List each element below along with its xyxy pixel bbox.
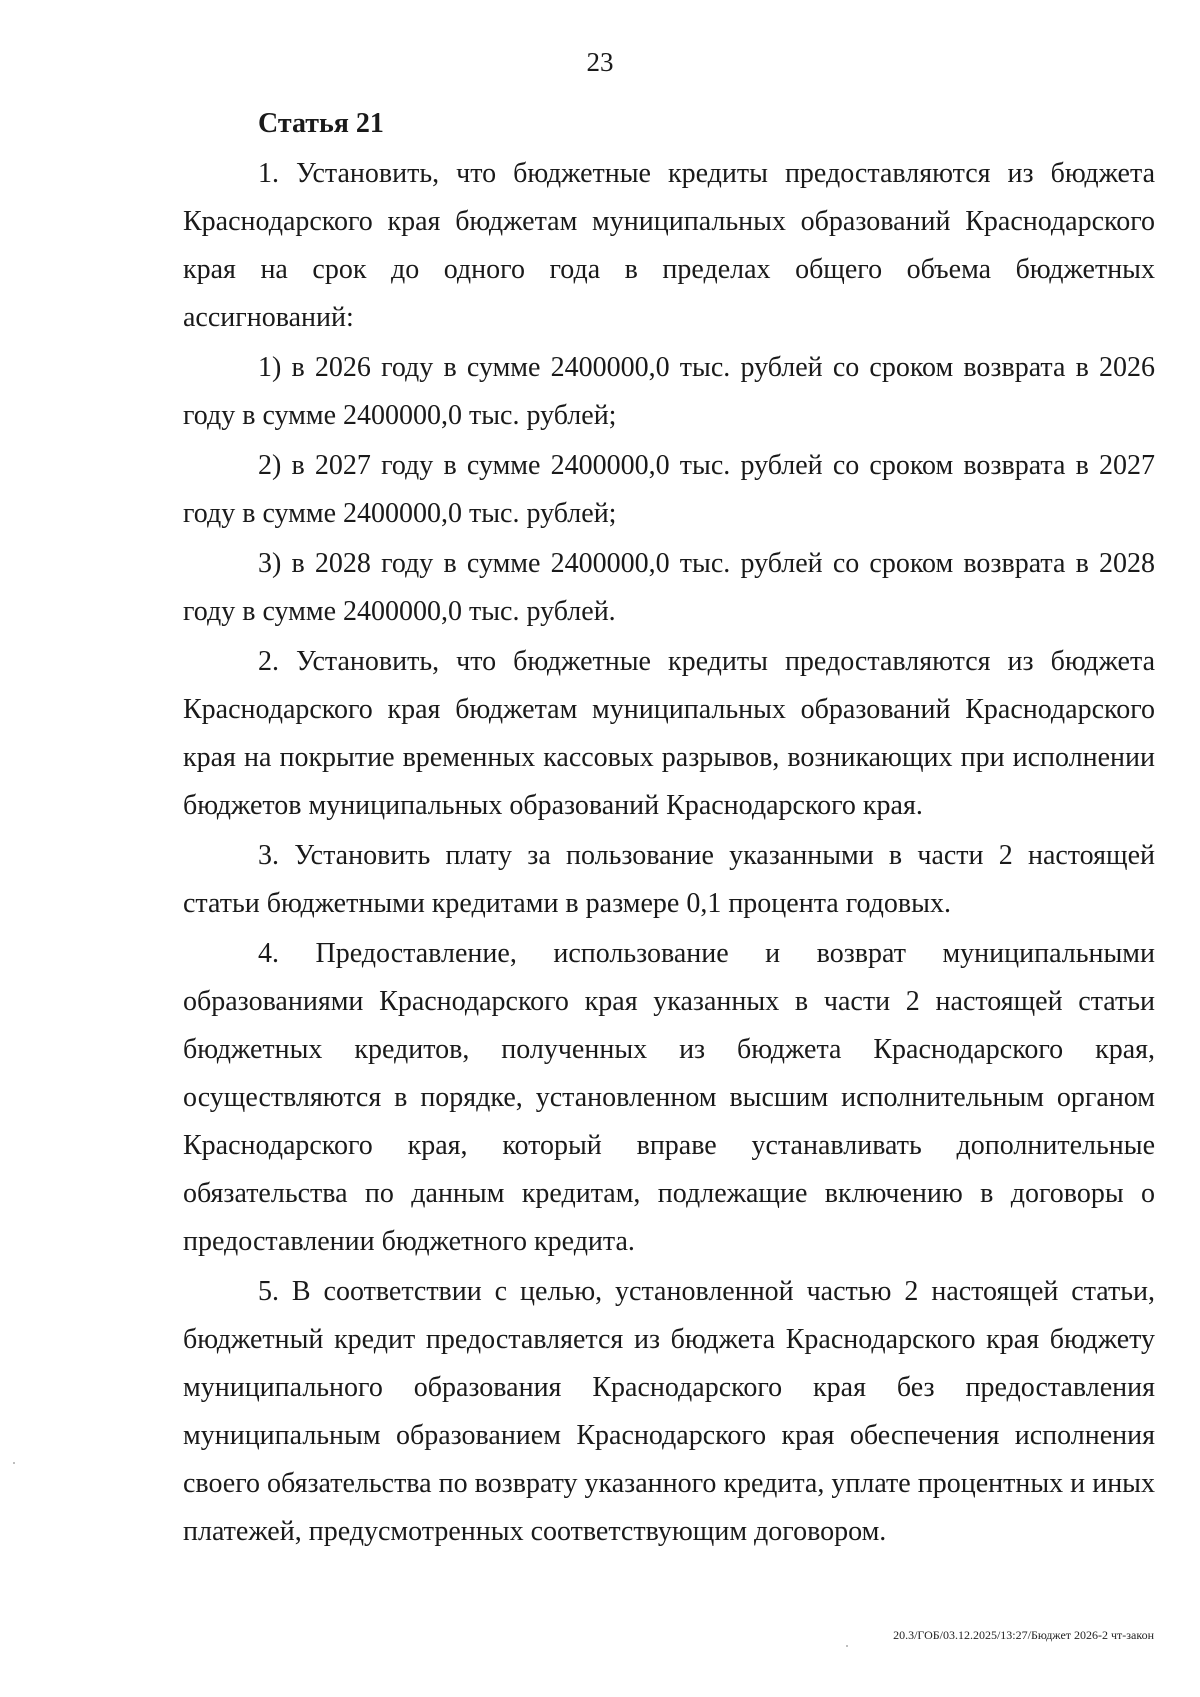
paragraph-1: 1. Установить, что бюджетные кредиты предоставляются из бюджета Краснодарского края бюджетам муниципальных образований Краснодарского края на срок до одного года в пределах общего объема бюджетных ассигнований: — [183, 158, 1155, 333]
paragraph-4: 4. Предоставление, использование и возврат муниципальными образованиями Краснодарского края указанных в части 2 настоящей статьи бюджетных кредитов, полученных из бюджета Краснодарского края, осуществляются в порядке, установленном высшим исполнительным органом Краснодарского края, который вправе устанавливать дополнительные обязательства по данным кредитам, подлежащие включению в договоры о предоставлении бюджетного кредита. — [183, 938, 1155, 1257]
list-item-2026: 1) в 2026 году в сумме 2400000,0 тыс. рублей со сроком возврата в 2026 году в сумме 2400000,0 тыс. рублей; — [183, 352, 1155, 431]
scan-speck — [13, 1462, 15, 1464]
paragraph-5: 5. В соответствии с целью, установленной частью 2 настоящей статьи, бюджетный кредит предоставляется из бюджета Краснодарского края бюджету муниципального образования Краснодарского края без предоставления муниципальным образованием Краснодарского края обеспечения исполнения своего обязательства по возврату указанного кредита, уплате процентных и иных платежей, предусмотренных соответствующим договором. — [183, 1276, 1155, 1547]
page-number: 23 — [586, 47, 614, 77]
scan-speck — [846, 1645, 848, 1647]
article-title: Статья 21 — [258, 108, 384, 139]
article-body — [183, 100, 1155, 1556]
list-item-2028: 3) в 2028 году в сумме 2400000,0 тыс. рублей со сроком возврата в 2028 году в сумме 2400000,0 тыс. рублей. — [183, 548, 1155, 627]
paragraph-2: 2. Установить, что бюджетные кредиты предоставляются из бюджета Краснодарского края бюджетам муниципальных образований Краснодарского края на покрытие временных кассовых разрывов, возникающих при исполнении бюджетов муниципальных образований Краснодарского края. — [183, 646, 1155, 821]
document-footer-code: 20.3/ГОБ/03.12.2025/13:27/Бюджет 2026-2 чт-закон — [893, 1628, 1154, 1642]
list-item-2027: 2) в 2027 году в сумме 2400000,0 тыс. рублей со сроком возврата в 2027 году в сумме 2400000,0 тыс. рублей; — [183, 450, 1155, 529]
paragraph-3: 3. Установить плату за пользование указанными в части 2 настоящей статьи бюджетными кредитами в размере 0,1 процента годовых. — [183, 840, 1155, 919]
